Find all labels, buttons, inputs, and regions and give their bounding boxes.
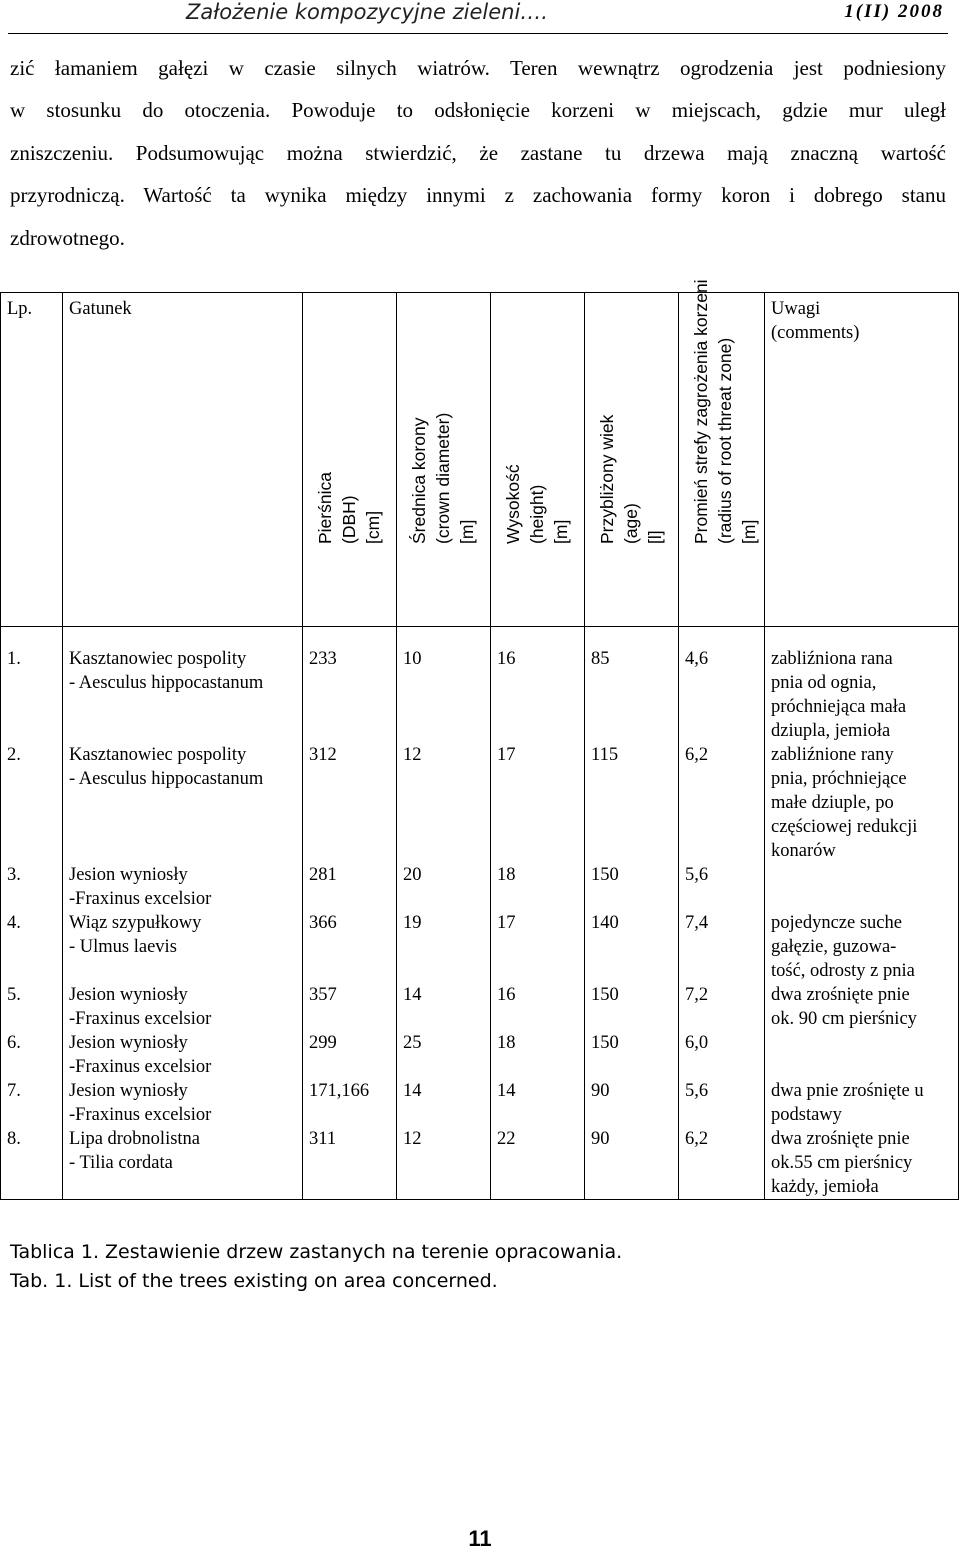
cell-height: 17 xyxy=(491,743,585,863)
cell-species: Lipa drobnolistna - Tilia cordata xyxy=(63,1127,303,1200)
cell-dbh: 312 xyxy=(303,743,397,863)
running-header xyxy=(0,0,960,40)
trees-table xyxy=(0,279,959,1200)
cell-lp: 8. xyxy=(1,1127,63,1200)
header-root-zone: Promień strefy zagrożenia korzeni (radius of root threat zone) [m] xyxy=(679,293,765,627)
cell-height: 17 xyxy=(491,911,585,983)
cell-species: Jesion wyniosły -Fraxinus excelsior xyxy=(63,1079,303,1127)
table-row xyxy=(1,983,959,1031)
cell-root-zone: 6,2 xyxy=(679,1127,765,1200)
cell-lp: 3. xyxy=(1,863,63,911)
cell-crown: 25 xyxy=(397,1031,491,1079)
cell-lp: 6. xyxy=(1,1031,63,1079)
cell-age: 115 xyxy=(585,743,679,863)
table-row xyxy=(1,647,959,743)
header-age: Przybliżony wiek (age) [l] xyxy=(585,293,679,627)
cell-root-zone: 5,6 xyxy=(679,863,765,911)
cell-height: 16 xyxy=(491,647,585,743)
table-row xyxy=(1,1079,959,1127)
cell-comments: pojedyncze suche gałęzie, guzowa- tość, odrosty z pnia xyxy=(765,911,959,983)
cell-crown: 10 xyxy=(397,647,491,743)
cell-lp: 2. xyxy=(1,743,63,863)
cell-height: 18 xyxy=(491,863,585,911)
cell-lp: 5. xyxy=(1,983,63,1031)
cell-dbh: 281 xyxy=(303,863,397,911)
cell-lp: 4. xyxy=(1,911,63,983)
cell-age: 150 xyxy=(585,863,679,911)
paragraph-line: przyrodniczą. Wartość ta wynika między innymi z zachowania formy koron i dobrego stanu xyxy=(10,183,946,208)
cell-root-zone: 6,2 xyxy=(679,743,765,863)
cell-dbh: 233 xyxy=(303,647,397,743)
cell-dbh: 311 xyxy=(303,1127,397,1200)
cell-age: 90 xyxy=(585,1079,679,1127)
caption-polish: Tablica 1. Zestawienie drzew zastanych na terenie opracowania. xyxy=(10,1241,623,1263)
cell-comments: dwa zrośnięte pnie ok.55 cm pierśnicy każdy, jemioła xyxy=(765,1127,959,1200)
cell-comments xyxy=(765,863,959,911)
cell-lp: 7. xyxy=(1,1079,63,1127)
cell-root-zone: 7,2 xyxy=(679,983,765,1031)
cell-species: Jesion wyniosły -Fraxinus excelsior xyxy=(63,863,303,911)
header-comments: Uwagi (comments) xyxy=(765,293,959,627)
table-row xyxy=(1,743,959,863)
caption-english: Tab. 1. List of the trees existing on area concerned. xyxy=(10,1270,498,1292)
cell-age: 150 xyxy=(585,1031,679,1079)
cell-species: Kasztanowiec pospolity - Aesculus hippocastanum xyxy=(63,743,303,863)
header-lp: Lp. xyxy=(1,293,63,627)
table-row xyxy=(1,911,959,983)
table-row xyxy=(1,863,959,911)
cell-root-zone: 4,6 xyxy=(679,647,765,743)
cell-comments: dwa pnie zrośnięte u podstawy xyxy=(765,1079,959,1127)
cell-height: 14 xyxy=(491,1079,585,1127)
running-header-title: Założenie kompozycyjne zieleni…. xyxy=(186,0,548,24)
cell-crown: 12 xyxy=(397,1127,491,1200)
cell-age: 150 xyxy=(585,983,679,1031)
cell-dbh: 357 xyxy=(303,983,397,1031)
header-crown-diameter: Średnica korony (crown diameter) [m] xyxy=(397,293,491,627)
cell-dbh: 171,166 xyxy=(303,1079,397,1127)
cell-age: 90 xyxy=(585,1127,679,1200)
cell-species: Jesion wyniosły -Fraxinus excelsior xyxy=(63,983,303,1031)
header-dbh: Pierśnica (DBH) [cm] xyxy=(303,293,397,627)
paragraph-line: w stosunku do otoczenia. Powoduje to odsłonięcie korzeni w miejscach, gdzie mur uległ xyxy=(10,98,946,123)
cell-crown: 19 xyxy=(397,911,491,983)
page-number: 11 xyxy=(468,1526,492,1551)
cell-comments: dwa zrośnięte pnie ok. 90 cm pierśnicy xyxy=(765,983,959,1031)
cell-dbh: 299 xyxy=(303,1031,397,1079)
cell-height: 18 xyxy=(491,1031,585,1079)
cell-comments: zabliźnione rany pnia, próchniejące małe dziuple, po częściowej redukcji konarów xyxy=(765,743,959,863)
body-paragraph xyxy=(10,47,946,259)
cell-height: 16 xyxy=(491,983,585,1031)
table-row xyxy=(1,1127,959,1200)
cell-root-zone: 7,4 xyxy=(679,911,765,983)
header-species: Gatunek xyxy=(63,293,303,627)
cell-dbh: 366 xyxy=(303,911,397,983)
cell-height: 22 xyxy=(491,1127,585,1200)
cell-crown: 12 xyxy=(397,743,491,863)
paragraph-line: zić łamaniem gałęzi w czasie silnych wiatrów. Teren wewnątrz ogrodzenia jest podniesiony xyxy=(10,56,946,80)
paragraph-line: zdrowotnego. xyxy=(10,225,125,250)
cell-comments: zabliźniona rana pnia od ognia, próchniejąca mała dziupla, jemioła xyxy=(765,647,959,743)
cell-crown: 20 xyxy=(397,863,491,911)
header-rule xyxy=(8,33,948,34)
cell-crown: 14 xyxy=(397,1079,491,1127)
paragraph-line: zniszczeniu. Podsumowując można stwierdzić, że zastane tu drzewa mają znaczną wartość xyxy=(10,140,946,165)
cell-age: 85 xyxy=(585,647,679,743)
cell-comments xyxy=(765,1031,959,1079)
cell-age: 140 xyxy=(585,911,679,983)
cell-crown: 14 xyxy=(397,983,491,1031)
cell-root-zone: 6,0 xyxy=(679,1031,765,1079)
header-height: Wysokość (height) [m] xyxy=(491,293,585,627)
running-header-issue: 1(II) 2008 xyxy=(844,1,944,22)
table-row xyxy=(1,1031,959,1079)
cell-species: Kasztanowiec pospolity - Aesculus hippocastanum xyxy=(63,647,303,743)
cell-root-zone: 5,6 xyxy=(679,1079,765,1127)
table-caption xyxy=(10,1238,622,1296)
cell-species: Jesion wyniosły -Fraxinus excelsior xyxy=(63,1031,303,1079)
cell-lp: 1. xyxy=(1,647,63,743)
cell-species: Wiąz szypułkowy - Ulmus laevis xyxy=(63,911,303,983)
